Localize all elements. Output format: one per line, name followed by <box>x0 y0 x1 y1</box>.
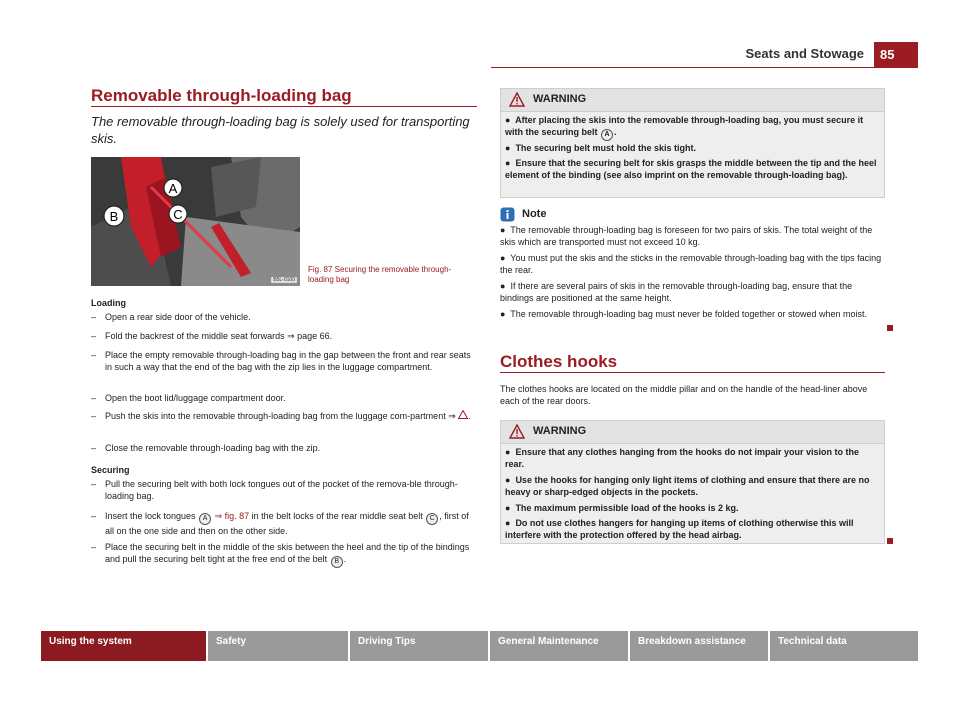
loading-step: – Close the removable through-loading bag with the zip. <box>91 443 321 453</box>
tab-general-maintenance[interactable]: General Maintenance <box>490 631 628 661</box>
loading-heading: Loading <box>91 298 126 308</box>
figure-code: B5L-0100 <box>273 277 295 283</box>
warning-item: ● Use the hooks for hanging only light items of clothing and ensure that there are no heavy or sharp-edged objects in the pockets. <box>505 475 870 497</box>
tab-using-the-system[interactable]: Using the system <box>41 631 206 661</box>
warning-box-skis <box>500 88 885 198</box>
letter-b-badge: B <box>331 556 343 568</box>
bag-section-rule <box>91 106 477 107</box>
tab-technical-data[interactable]: Technical data <box>770 631 918 661</box>
loading-step: – Push the skis into the removable through-loading bag from the luggage com-partment ⇒ . <box>91 411 471 421</box>
warning-item: ● Ensure that the securing belt for skis grasps the middle between the tip and the heel element of the binding (see also imprint on the removable through-loading bag). <box>505 158 877 180</box>
note-label: Note <box>522 208 547 220</box>
securing-step: – Pull the securing belt with both lock tongues out of the pocket of the remova-ble through-loading bag. <box>91 479 458 501</box>
header-rule <box>491 67 874 68</box>
warning-triangle-icon <box>509 92 525 107</box>
securing-heading: Securing <box>91 465 130 475</box>
note-item: ● The removable through-loading bag must never be folded together or stowed when moist. <box>500 309 867 319</box>
bag-section-title: Removable through-loading bag <box>91 86 352 105</box>
letter-a-badge: A <box>199 513 211 525</box>
tab-breakdown-assistance[interactable]: Breakdown assistance <box>630 631 768 661</box>
warning-triangle-icon <box>509 424 525 439</box>
fig-87-link[interactable]: ⇒ fig. 87 <box>214 511 250 521</box>
warning-label: WARNING <box>533 425 587 437</box>
warning-label: WARNING <box>533 93 587 105</box>
note-item: ● The removable through-loading bag is foreseen for two pairs of skis. The total weight of the skis which are transported must not exceed 10 kg. <box>500 225 873 247</box>
note-item: ● You must put the skis and the sticks in the removable through-loading bag with the tips facing the rear. <box>500 253 882 275</box>
tab-driving-tips[interactable]: Driving Tips <box>350 631 488 661</box>
page-number: 85 <box>874 42 918 68</box>
tab-safety[interactable]: Safety <box>208 631 348 661</box>
loading-step: – Open a rear side door of the vehicle. <box>91 312 251 322</box>
warning-box-hooks <box>500 420 885 544</box>
warning-item: ● The securing belt must hold the skis tight. <box>505 143 696 153</box>
ski-bag-illustration <box>91 157 300 286</box>
figure-label-b: B <box>109 209 119 224</box>
chapter-nav <box>41 631 918 661</box>
securing-step: – Insert the lock tongues A ⇒ fig. 87 in the belt locks of the rear middle seat belt C , first of all on the one side and then on the other side. <box>91 511 469 536</box>
letter-c-badge: C <box>426 513 438 525</box>
note-item: ● If there are several pairs of skis in the removable through-loading bag, ensure that the bindings are positioned at the same height. <box>500 281 853 303</box>
loading-step: – Fold the backrest of the middle seat forwards ⇒ page 66. <box>91 331 333 341</box>
info-icon <box>500 207 515 222</box>
bag-intro: The removable through-loading bag is solely used for transporting skis. <box>91 114 470 146</box>
loading-step: – Open the boot lid/luggage compartment door. <box>91 393 286 403</box>
figure-label-c: C <box>173 207 183 222</box>
warning-item: ● The maximum permissible load of the hooks is 2 kg. <box>505 503 739 513</box>
hooks-section-rule <box>500 372 885 373</box>
section-title: Seats and Stowage <box>745 46 864 61</box>
section-end-marker <box>887 325 893 331</box>
warning-item: ● Do not use clothes hangers for hanging up items of clothing otherwise this will interfere with the protection offered by the head airbag. <box>505 518 854 540</box>
figure-label-a: A <box>168 181 178 196</box>
warning-item: ● Ensure that any clothes hanging from the hooks do not impair your vision to the rear. <box>505 447 859 469</box>
warning-ref-icon[interactable] <box>458 410 468 419</box>
figure-caption: Fig. 87 Securing the removable through-loading bag <box>308 265 452 284</box>
hooks-text: The clothes hooks are located on the middle pillar and on the handle of the head-liner above each of the rear doors. <box>500 384 868 406</box>
hooks-section-title: Clothes hooks <box>500 352 618 371</box>
loading-step: – Place the empty removable through-loading bag in the gap between the front and rear seats in such a way that the end of the bag with the zip lies in the luggage compartment. <box>91 350 471 372</box>
section-end-marker <box>887 538 893 544</box>
figure-87-image <box>91 157 300 286</box>
warning-item: ● After placing the skis into the removable through-loading bag, you must secure it with the securing belt A . <box>505 114 880 138</box>
securing-step: – Place the securing belt in the middle of the skis between the heel and the tip of the bindings and pull the securing belt tight at the free end of the belt B . <box>91 541 477 565</box>
